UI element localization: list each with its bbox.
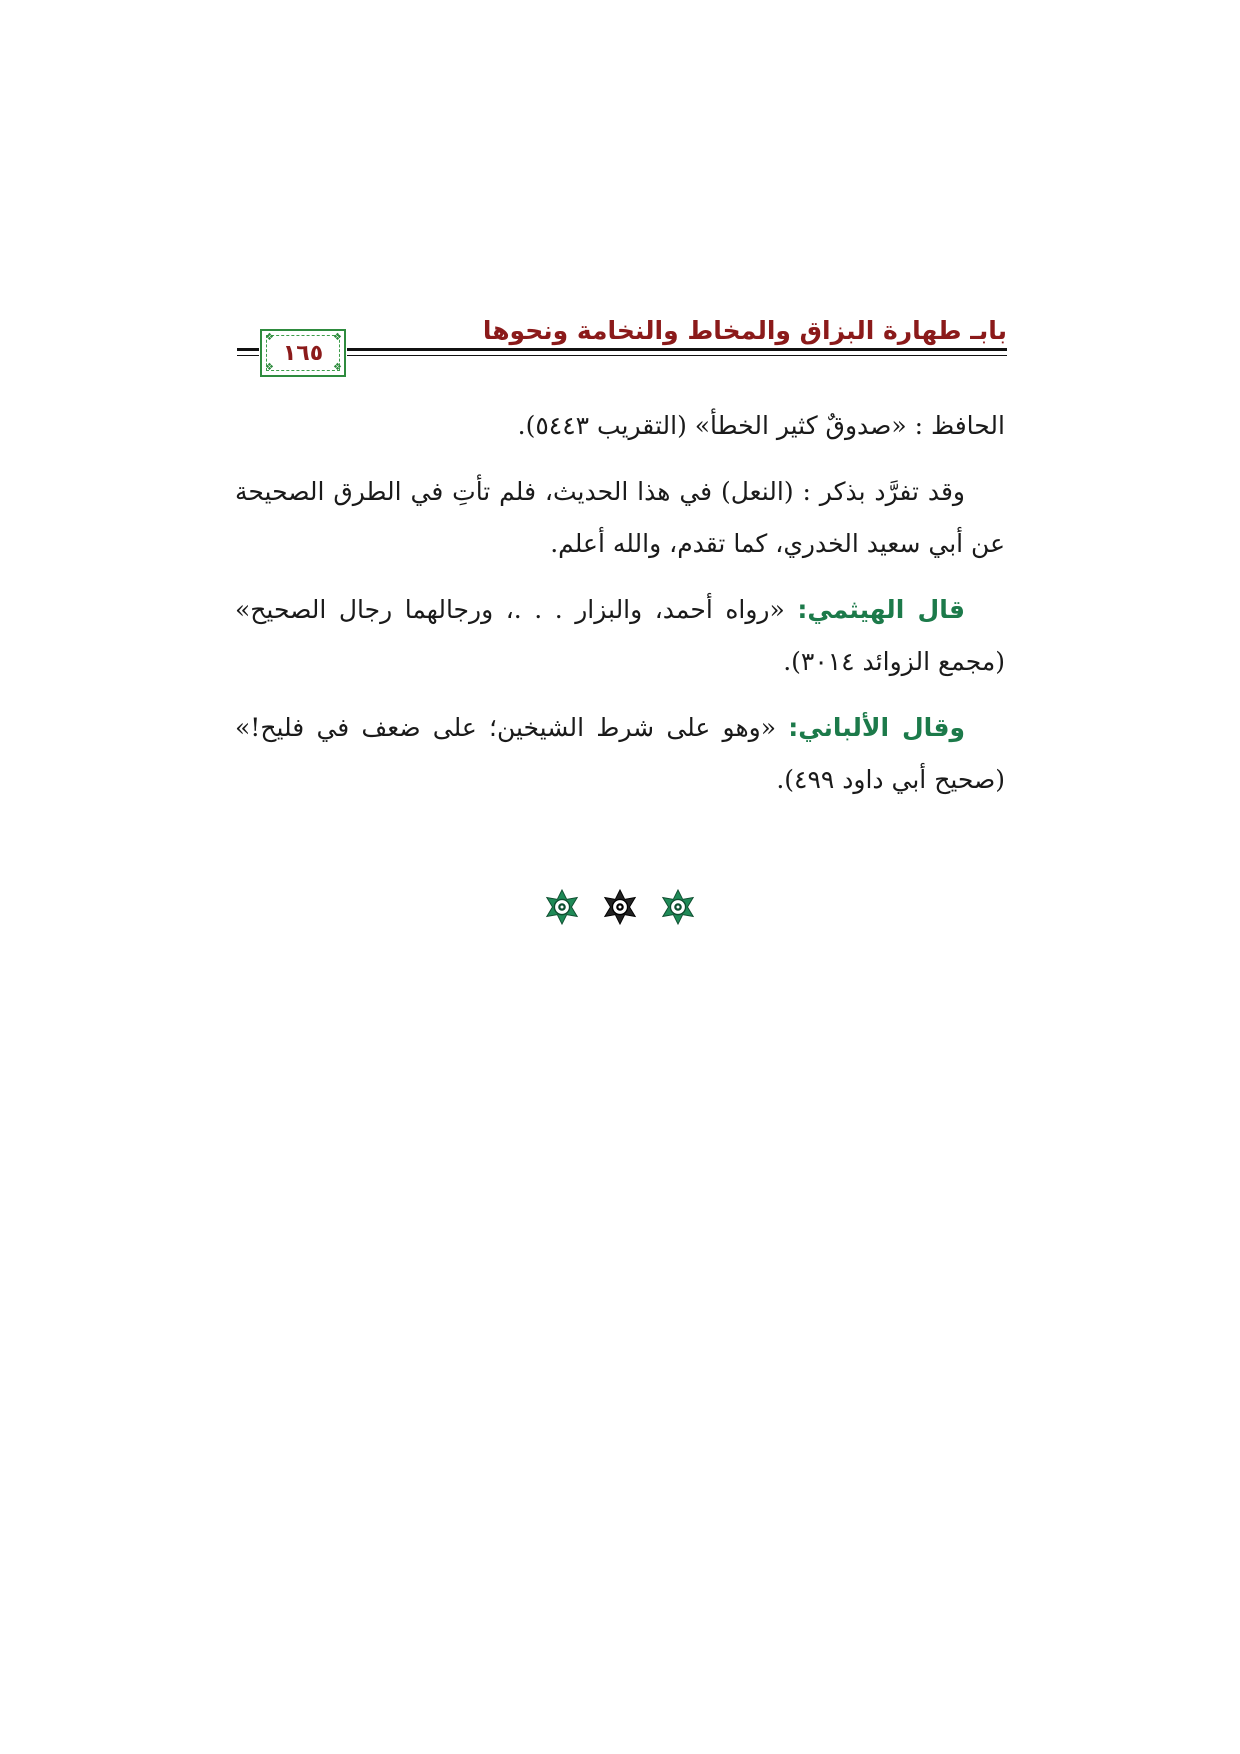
page-number-badge [260,329,346,377]
green-rosette-icon [543,888,581,926]
section-end-ornaments [0,888,1240,926]
paragraph-text: الحافظ : «صدوقٌ كثير الخطأ» (التقريب ٥٤٤٣). [517,411,1005,440]
black-rosette-icon [601,888,639,926]
paragraph [235,400,1005,452]
header-rule-left-thin [237,355,259,356]
paragraph [235,584,1005,688]
speaker-label: وقال الألباني: [788,713,965,742]
chapter-title: بابـ طهارة البزاق والمخاط والنخامة ونحوها [482,316,1007,345]
paragraph [235,466,1005,570]
badge-corner-icon: ❖ [333,332,342,343]
paragraph-text: «وهو على شرط الشيخين؛ على ضعف في فليح!» (صحيح أبي داود ٤٩٩). [235,713,1005,794]
paragraph [235,702,1005,806]
page-body [235,400,1005,820]
paragraph-text: «رواه أحمد، والبزار . . .، ورجالهما رجال الصحيح» (مجمع الزوائد ٣٠١٤). [235,595,1005,676]
green-rosette-icon [659,888,697,926]
page-header [237,312,1007,388]
badge-corner-icon: ❖ [265,332,274,343]
header-rule-right-thin [347,355,1007,356]
speaker-label: قال الهيثمي: [797,595,966,624]
header-rule-right [347,348,1007,351]
page-number: ١٦٥ [282,340,324,366]
paragraph-text: وقد تفرَّد بذكر : (النعل) في هذا الحديث، فلم تأتِ في الطرق الصحيحة عن أبي سعيد الخدري، كما تقدم، والله أعلم. [235,477,1005,558]
header-rule-left [237,348,259,351]
badge-corner-icon: ❖ [333,362,342,373]
badge-corner-icon: ❖ [265,362,274,373]
